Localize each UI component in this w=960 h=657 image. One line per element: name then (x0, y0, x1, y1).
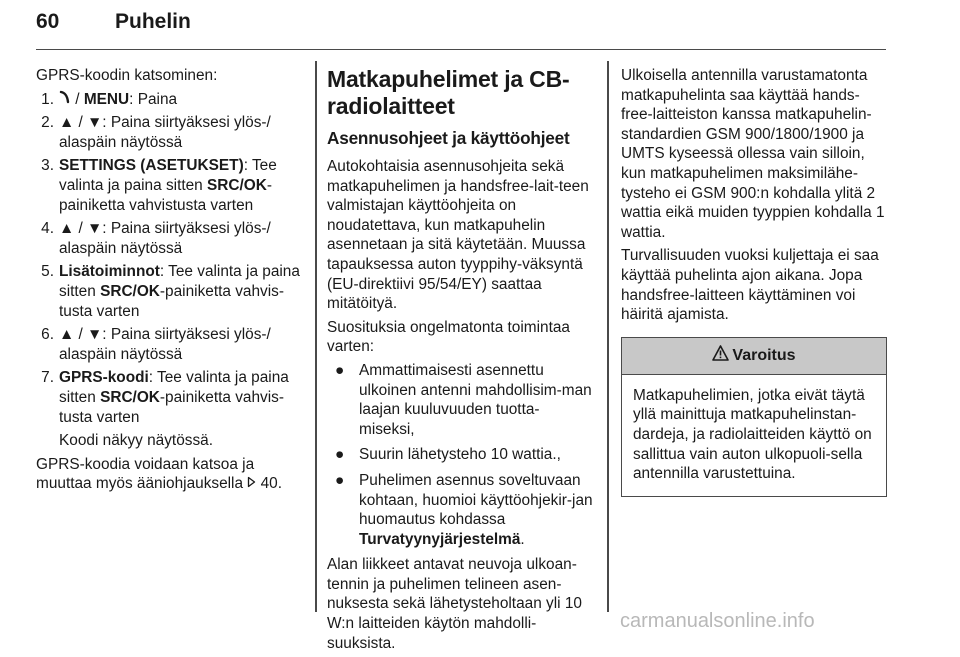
list-item: ● Ammattimaisesti asennettu ulkoinen antenni mahdollisim-man laajan kuuluvuuden tuotta-miseksi, (335, 361, 592, 438)
bullet-icon: ● (335, 446, 345, 464)
chapter-title: Puhelin (115, 10, 191, 33)
warning-box (621, 337, 887, 497)
column-divider-1 (315, 61, 317, 612)
step-5: 5. Lisätoiminnot: Tee valinta ja paina sitten SRC/OK-painiketta vahvis-tusta varten (41, 263, 300, 320)
step-3: 3. SETTINGS (ASETUKSET): Tee valinta ja paina sitten SRC/OK-painiketta vahvistusta varten (41, 157, 277, 214)
airbag-link[interactable]: Turvatyynyjärjestelmä (359, 530, 521, 548)
page-reference-icon (247, 474, 256, 494)
warning-header (622, 338, 886, 375)
steps-list (36, 90, 304, 428)
code-shown-text: Koodi näkyy näytössä. (59, 432, 213, 450)
column-3 (621, 66, 887, 497)
closing-text: GPRS-koodia voidaan katsoa ja muuttaa myös ääniohjauksella 40. (36, 455, 283, 493)
warning-body: Matkapuhelimien, jotka eivät täytä yllä mainittuja matkapuhelinstan-dardeja, ja radiolaitteiden käyttö on sallittua vain auton ulkopuoli-sella antennilla varustettuina. (633, 386, 872, 483)
section-title: Matkapuhelimet ja CB-radiolaitteet (327, 66, 570, 119)
page-reference[interactable]: 40. (260, 475, 283, 493)
watermark: carmanualsonline.info (620, 610, 815, 632)
safety-paragraph: Turvallisuuden vuoksi kuljettaja ei saa käyttää puhelinta ajon aikana. Jopa handsfree-laitteen käyttäminen voi häiritä ajamista. (621, 247, 879, 324)
page-header (36, 8, 886, 50)
installation-paragraph: Autokohtaisia asennusohjeita sekä matkapuhelimen ja handsfree-lait-teen valmistajan käyttöohjeita on noudatettava, kun matkapuhelin asennetaan ja sitä käytetään. Muussa tapauksessa auton tyyppihy-väksyntä (EU-direktiivi 95/54/EY) saattaa mitätöityä. (327, 158, 589, 313)
list-item: ● Puhelimen asennus soveltuvaan kohtaan, huomioi käyttöohjekir-jan huomautus kohdassa Turvatyynyjärjestelmä. (335, 471, 593, 548)
recommendations-intro: Suosituksia ongelmatonta toimintaa varten: (327, 318, 570, 356)
section-subtitle: Asennusohjeet ja käyttöohjeet (327, 128, 570, 148)
recommendations-list (327, 361, 593, 549)
bullet-icon: ● (335, 471, 345, 489)
column-1 (36, 66, 304, 498)
step-4: 4. ▲ / ▼: Paina siirtyäksesi ylös-/ alaspäin näytössä (41, 220, 271, 257)
step-6: 6. ▲ / ▼: Paina siirtyäksesi ylös-/ alaspäin näytössä (41, 326, 271, 363)
antenna-paragraph: Ulkoisella antennilla varustamatonta matkapuhelinta saa käyttää hands-free-laitteiston kanssa matkapuhelin-standardien GSM 900/1800/1900 ja UMTS kyseessä ollessa vain silloin, kun matkapuhelimen maksimilähe-tysteho ei GSM 900:n kohdalla ylitä 2 wattia eikä muiden tyyppien kohdalla 1 wattia. (621, 67, 885, 241)
page-number: 60 (36, 10, 60, 33)
step-1: 1. / MENU: Paina (41, 90, 178, 108)
warning-title: Varoitus (732, 346, 796, 364)
warning-triangle-icon (712, 345, 729, 367)
bullet-icon: ● (335, 361, 345, 379)
intro-text: GPRS-koodin katsominen: (36, 67, 218, 84)
step-7: 7. GPRS-koodi: Tee valinta ja paina sitten SRC/OK-painiketta vahvis-tusta varten (41, 369, 289, 426)
dealer-advice-paragraph: Alan liikkeet antavat neuvoja ulkoan-tennin ja puhelimen telineen asen-nuksesta sekä lähetysteholtaan yli 10 W:n laitteiden käytön mahdolli-suuksista. (327, 556, 582, 652)
step-2: 2. ▲ / ▼: Paina siirtyäksesi ylös-/ alaspäin näytössä (41, 114, 271, 151)
column-2 (327, 66, 593, 657)
column-divider-2 (607, 61, 609, 612)
list-item: ● Suurin lähetysteho 10 wattia., (335, 446, 561, 464)
phone-hangup-icon (59, 90, 71, 110)
